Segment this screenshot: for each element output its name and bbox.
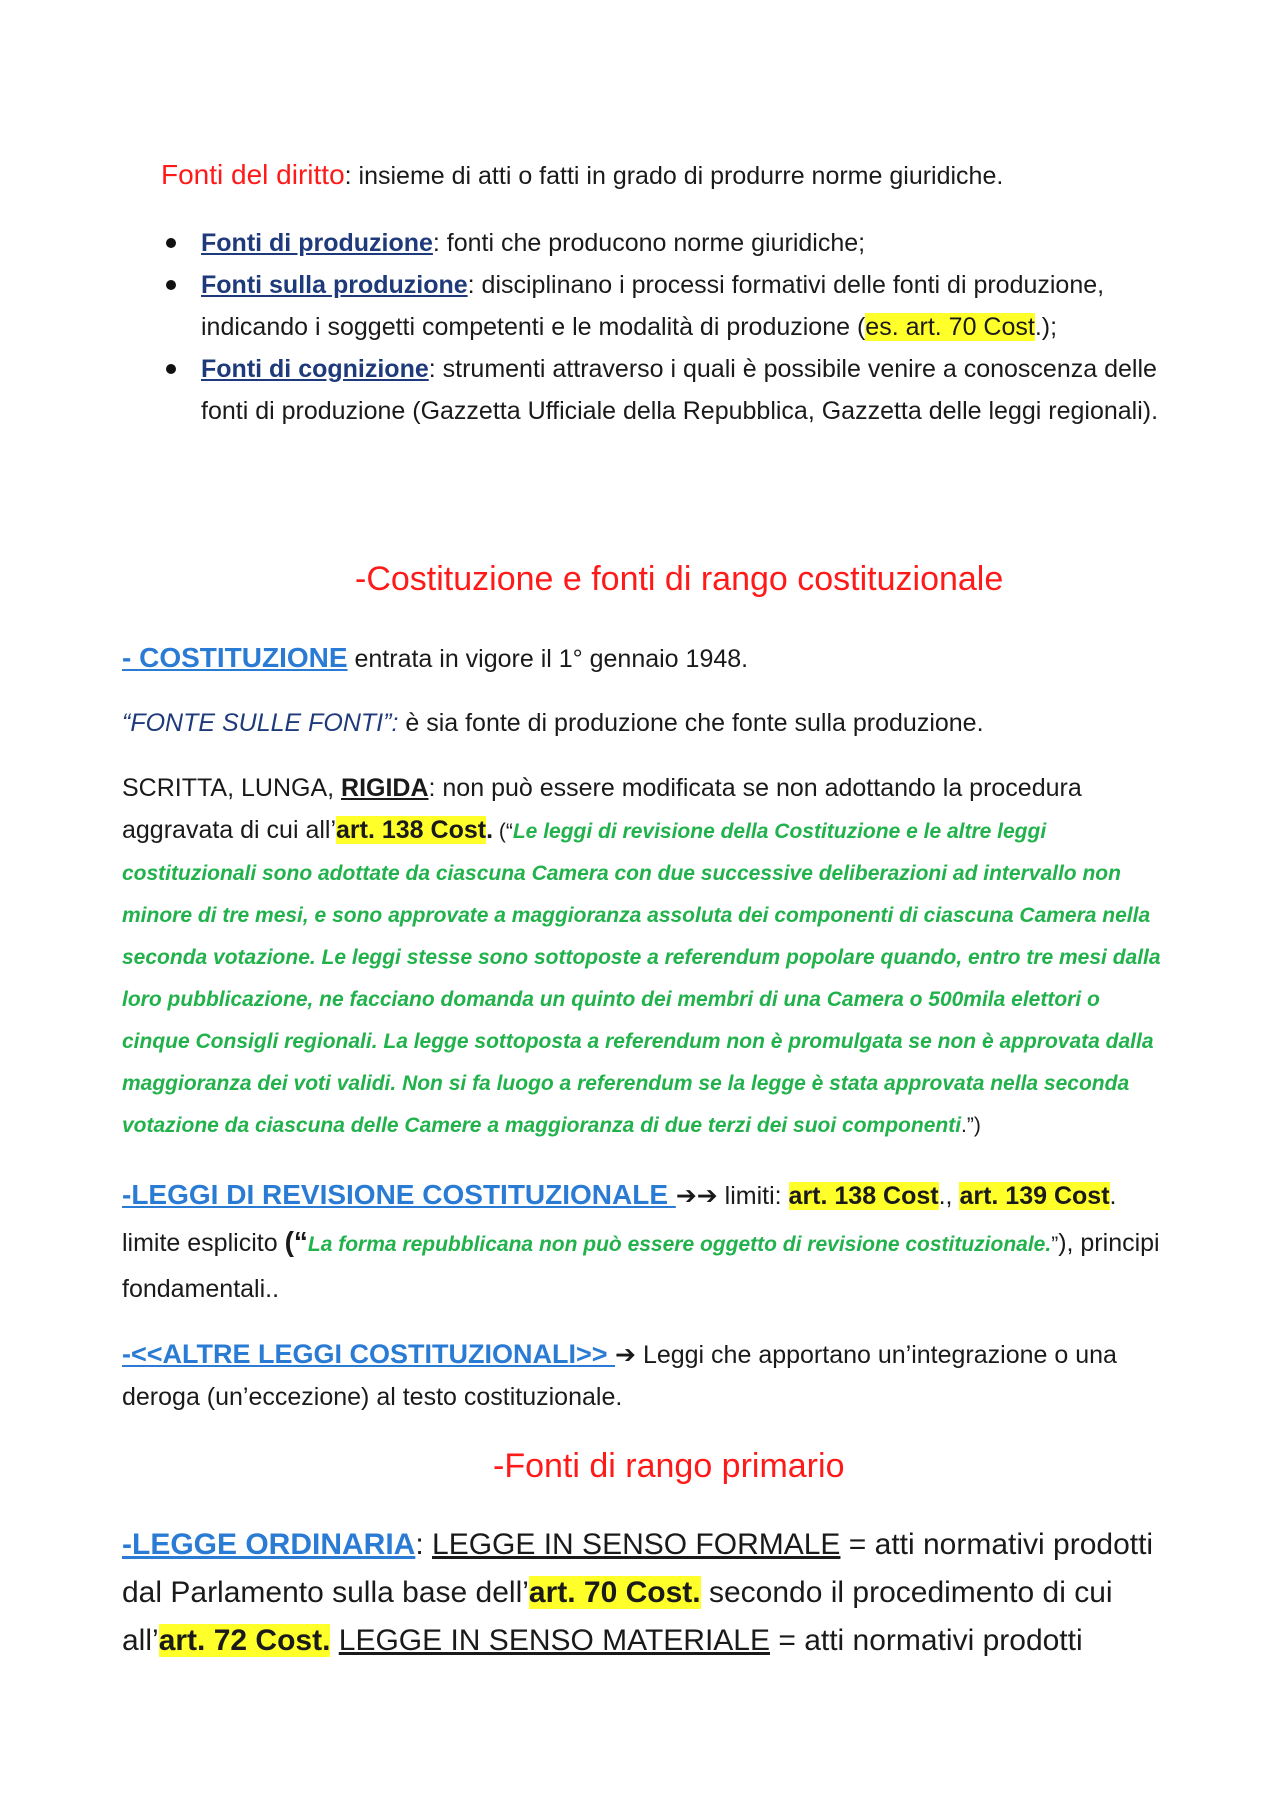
bullet-text: : disciplinano i processi formativi delle fonti di produzione, indicando i soggetti competenti e le modalità di produzione ( [201,271,1105,341]
ordinaria-text-3: = atti normativi prodotti [770,1624,1083,1657]
fonte-sulle-fonti-label: “FONTE SULLE FONTI”: [122,709,399,737]
altre-leggi-text: Leggi che apportano un’integrazione o una deroga (un’eccezione) al testo costituzionale. [122,1341,1117,1411]
rigida-open-quote: (“ [493,820,513,843]
bullet-term: Fonti di produzione [201,229,433,257]
highlighted-article: art. 139 Cost [959,1182,1110,1210]
rigida-text: : non può essere modificata se non adottando la procedura aggravata di cui all’ [122,774,1082,844]
open-quote: (“ [284,1226,308,1257]
article-separator: ., [938,1182,960,1210]
bullet-icon [166,238,176,248]
list-item [160,348,1160,432]
art-139-quote: La forma repubblicana non può essere oggetto di revisione costituzionale. [307,1233,1052,1256]
legge-ordinaria-paragraph [122,1521,1172,1665]
section-heading-costituzione: -Costituzione e fonti di rango costituzionale [355,560,1004,598]
colon: : [415,1528,433,1561]
altre-leggi-paragraph [122,1333,1172,1418]
intro-definition [161,155,1161,196]
bullet-icon [166,364,176,374]
section-heading-rango-primario: -Fonti di rango primario [493,1447,845,1485]
rigida-prefix: SCRITTA, LUNGA, [122,774,342,802]
space [330,1624,338,1657]
costituzione-link[interactable]: - COSTITUZIONE [122,642,348,673]
list-item [160,264,1160,348]
arrow-icon: ➔ [615,1341,636,1369]
costituzione-text: entrata in vigore il 1° gennaio 1948. [347,645,749,673]
rigida-dot: . [486,816,494,844]
legge-ordinaria-link[interactable]: -LEGGE ORDINARIA [122,1528,416,1561]
rigida-close-quote: .”) [961,1114,981,1137]
highlighted-article: art. 138 Cost [788,1182,939,1210]
bullet-text: : fonti che producono norme giuridiche; [432,229,866,257]
intro-text: : insieme di atti o fatti in grado di produrre norme giuridiche. [344,162,1004,190]
art-138-quote: Le leggi di revisione della Costituzione e le altre leggi costituzionali sono adottate da ciascuna Camera con due successive deliberazioni ad intervallo non minore di tre mesi, e sono approvate a maggioranza assoluta dei componenti di ciascuna Camera nella seconda votazione. Le leggi stesse sono sottoposte a referendum popolare quando, entro tre mesi dalla loro pubblicazione, ne facciano domanda un quinto dei membri di una Camera o 500mila elettori o cinque Consigli regionali. La legge sottoposta a referendum non è promulgata se non è approvata dalla maggioranza dei voti validi. Non si fa luogo a referendum se la legge è stata approvata nella seconda votazione da ciascuna delle Camere a maggioranza di due terzi dei suoi componenti [122,820,1161,1137]
rigida-paragraph [122,767,1172,1145]
bullet-term: Fonti di cognizione [201,355,429,383]
limite-esplicito-text: . limite esplicito [122,1182,1117,1257]
sources-list [160,222,1160,432]
revisione-tail: ), principi fondamentali.. [122,1229,1160,1303]
bullet-text: : strumenti attraverso i quali è possibile venire a conoscenza delle fonti di produzione (Gazzetta Ufficiale della Repubblica, Gazzetta delle leggi regionali). [201,355,1159,425]
senso-materiale-label: LEGGE IN SENSO MATERIALE [338,1624,770,1657]
senso-formale-label: LEGGE IN SENSO FORMALE [432,1528,841,1561]
revisione-paragraph [122,1172,1172,1312]
altre-leggi-link[interactable]: -<<ALTRE LEGGI COSTITUZIONALI>> [122,1339,616,1369]
bullet-icon [166,280,176,290]
fonte-sulle-fonti-paragraph [122,702,1172,744]
ordinaria-text-2: secondo il procedimento di cui all’ [122,1576,1113,1657]
bullet-text-tail: .); [1034,313,1058,341]
double-arrow-icon: ➔➔ [675,1182,718,1210]
highlighted-article: es. art. 70 Cost [865,313,1035,341]
limiti-label: limiti: [717,1182,789,1210]
highlighted-article: art. 70 Cost. [528,1576,701,1609]
bullet-term: Fonti sulla produzione [201,271,468,299]
ordinaria-text-1: = atti normativi prodotti dal Parlamento sulla base dell’ [122,1528,1154,1609]
highlighted-article: art. 72 Cost. [158,1624,331,1657]
revisione-link[interactable]: -LEGGI DI REVISIONE COSTITUZIONALE [122,1179,676,1210]
close-quote: ” [1051,1233,1059,1256]
rigida-term: RIGIDA [341,774,429,802]
fonte-sulle-fonti-text: è sia fonte di produzione che fonte sulla produzione. [398,709,984,737]
list-item [160,222,1160,264]
highlighted-article: art. 138 Cost [336,816,487,844]
costituzione-paragraph [122,637,1172,680]
intro-label: Fonti del diritto [161,159,345,190]
